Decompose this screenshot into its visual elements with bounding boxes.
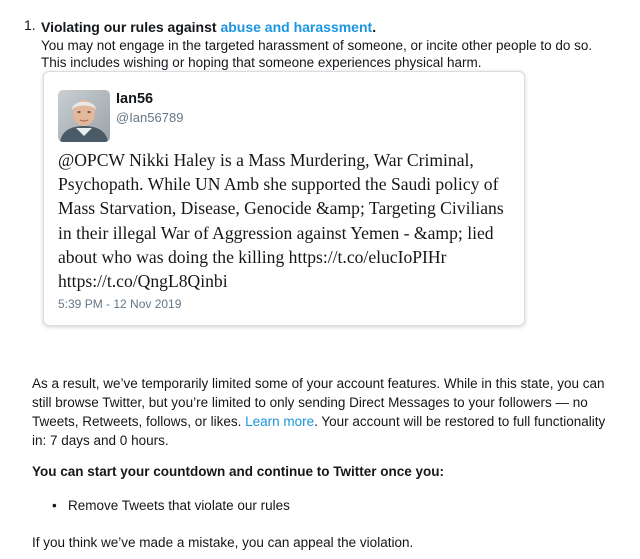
restriction-text-before: As a result, we’ve temporarily limited some of your account features. While in this state, you can still browse Twitter, but you’re limited to only sending Direct Messages to your followers — no Tweets, Retweets, follows, or likes.	[32, 376, 605, 429]
restriction-text-after: . Your account will be restored to full functionality in: 7 days and 0 hours.	[32, 414, 606, 448]
tweet-author-handle[interactable]: @Ian56789	[116, 110, 184, 125]
restriction-message	[32, 374, 622, 450]
appeal-text: If you think we’ve made a mistake, you can appeal the violation.	[32, 535, 414, 550]
bullet-dot-icon: •	[52, 498, 57, 513]
rule-item	[24, 14, 624, 71]
tweet-author-name[interactable]: Ian56	[116, 91, 154, 107]
rule-title	[41, 17, 624, 37]
tweet-timestamp[interactable]: 5:39 PM - 12 Nov 2019	[58, 297, 182, 311]
requirement-text: Remove Tweets that violate our rules	[68, 498, 290, 513]
rule-description-line2: This includes wishing or hoping that someone experiences physical harm.	[41, 55, 482, 70]
rule-number: 1.	[24, 17, 36, 33]
abuse-harassment-link[interactable]: abuse and harassment	[220, 19, 373, 35]
countdown-heading: You can start your countdown and continue to Twitter once you:	[32, 464, 445, 479]
requirements-list	[52, 496, 290, 515]
learn-more-link[interactable]: Learn more	[245, 414, 315, 429]
list-item	[52, 496, 290, 515]
rule-title-prefix: Violating our rules against	[41, 19, 221, 35]
user-photo-avatar-icon[interactable]	[58, 90, 110, 142]
rule-title-suffix: .	[372, 19, 377, 35]
rule-body	[41, 17, 624, 71]
tweet-card[interactable]	[43, 71, 525, 326]
rule-description-line1: You may not engage in the targeted harassment of someone, or incite other people to do so.	[41, 38, 593, 53]
tweet-text: @OPCW Nikki Haley is a Mass Murdering, War Criminal, Psychopath. While UN Amb she supported the Saudi policy of Mass Starvation, Disease, Genocide &amp; Targeting Civilians in their illegal War of Aggression against Yemen - &amp; lied about who was doing the killing https://t.co/elucIoPIHr https://t.co/QngL8Qinbi	[58, 150, 504, 292]
